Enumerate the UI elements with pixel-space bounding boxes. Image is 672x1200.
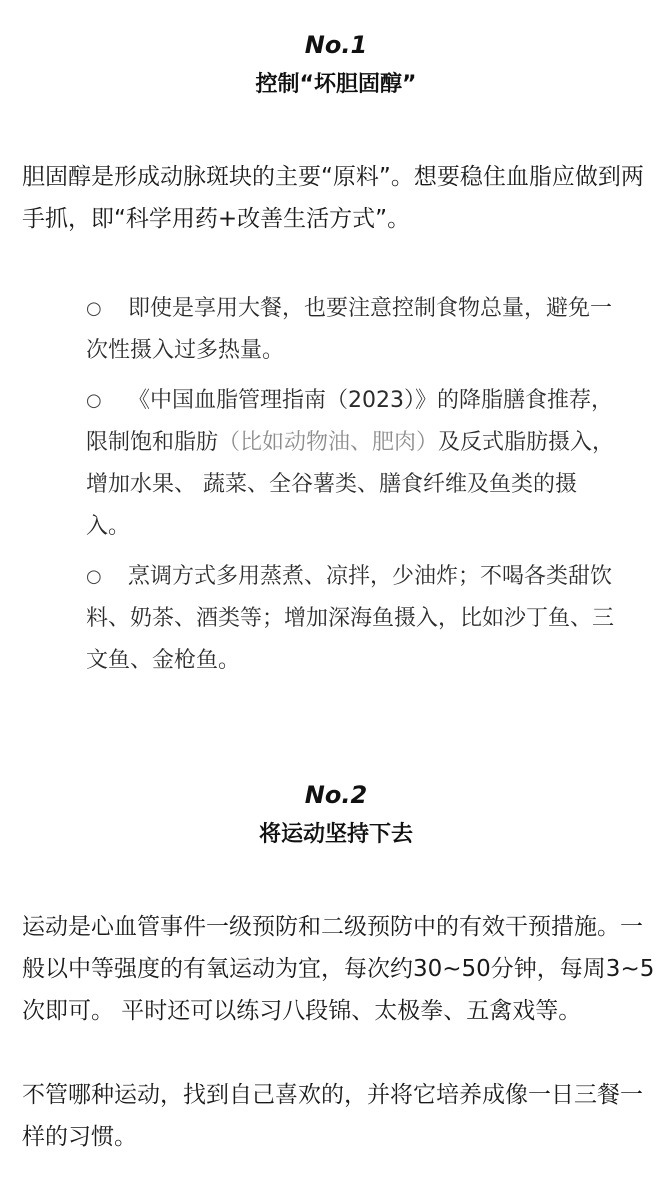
section-2-paragraph-2: 不管哪种运动，找到自己喜欢的，并将它培养成像一日三餐一样的习惯。 [22,1082,643,1150]
bullet-text-part: 及反式脂肪摄入，增加水果、 蔬菜、全谷薯类、膳食纤维及鱼类的摄入。 [86,430,615,539]
bullet-text-aside: （比如动物油、肥肉） [218,430,439,455]
hollow-circle-bullet-icon: ○ [86,390,102,411]
list-item [86,556,620,682]
list-item [86,288,620,372]
list-item [86,380,620,548]
section-1-intro: 胆固醇是形成动脉斑块的主要“原料”。想要稳住血脂应做到两手抓，即“科学用药+改善生活方式”。 [22,164,644,232]
bullet-text: 即使是享用大餐，也要注意控制食物总量，避免一次性摄入过多热量。 [86,296,613,363]
bullet-text [86,388,614,539]
section-1-bullet-list [86,288,620,690]
section-2-header [0,780,672,850]
hollow-circle-bullet-icon: ○ [86,298,102,319]
hollow-circle-bullet-icon: ○ [86,566,102,587]
section-2-number: No.2 [304,781,368,809]
section-1-title: 控制“坏胆固醇” [255,72,417,97]
section-2-paragraph-1: 运动是心血管事件一级预防和二级预防中的有效干预措施。一般以中等强度的有氧运动为宜，每次约30~50分钟，每周3~5次即可。 平时还可以练习八段锦、太极拳、五禽戏等。 [22,914,655,1024]
section-1-header [0,30,672,100]
bullet-text-part: 《中国血脂管理指南（2023）》的降脂膳食推荐，限制饱和脂肪 [86,388,613,455]
section-1-number: No.1 [304,31,368,59]
section-2-title: 将运动坚持下去 [258,822,413,847]
bullet-text: 烹调方式多用蒸煮、凉拌，少油炸；不喝各类甜饮料、奶茶、酒类等；增加深海鱼摄入，比如沙丁鱼、三文鱼、金枪鱼。 [86,564,615,673]
